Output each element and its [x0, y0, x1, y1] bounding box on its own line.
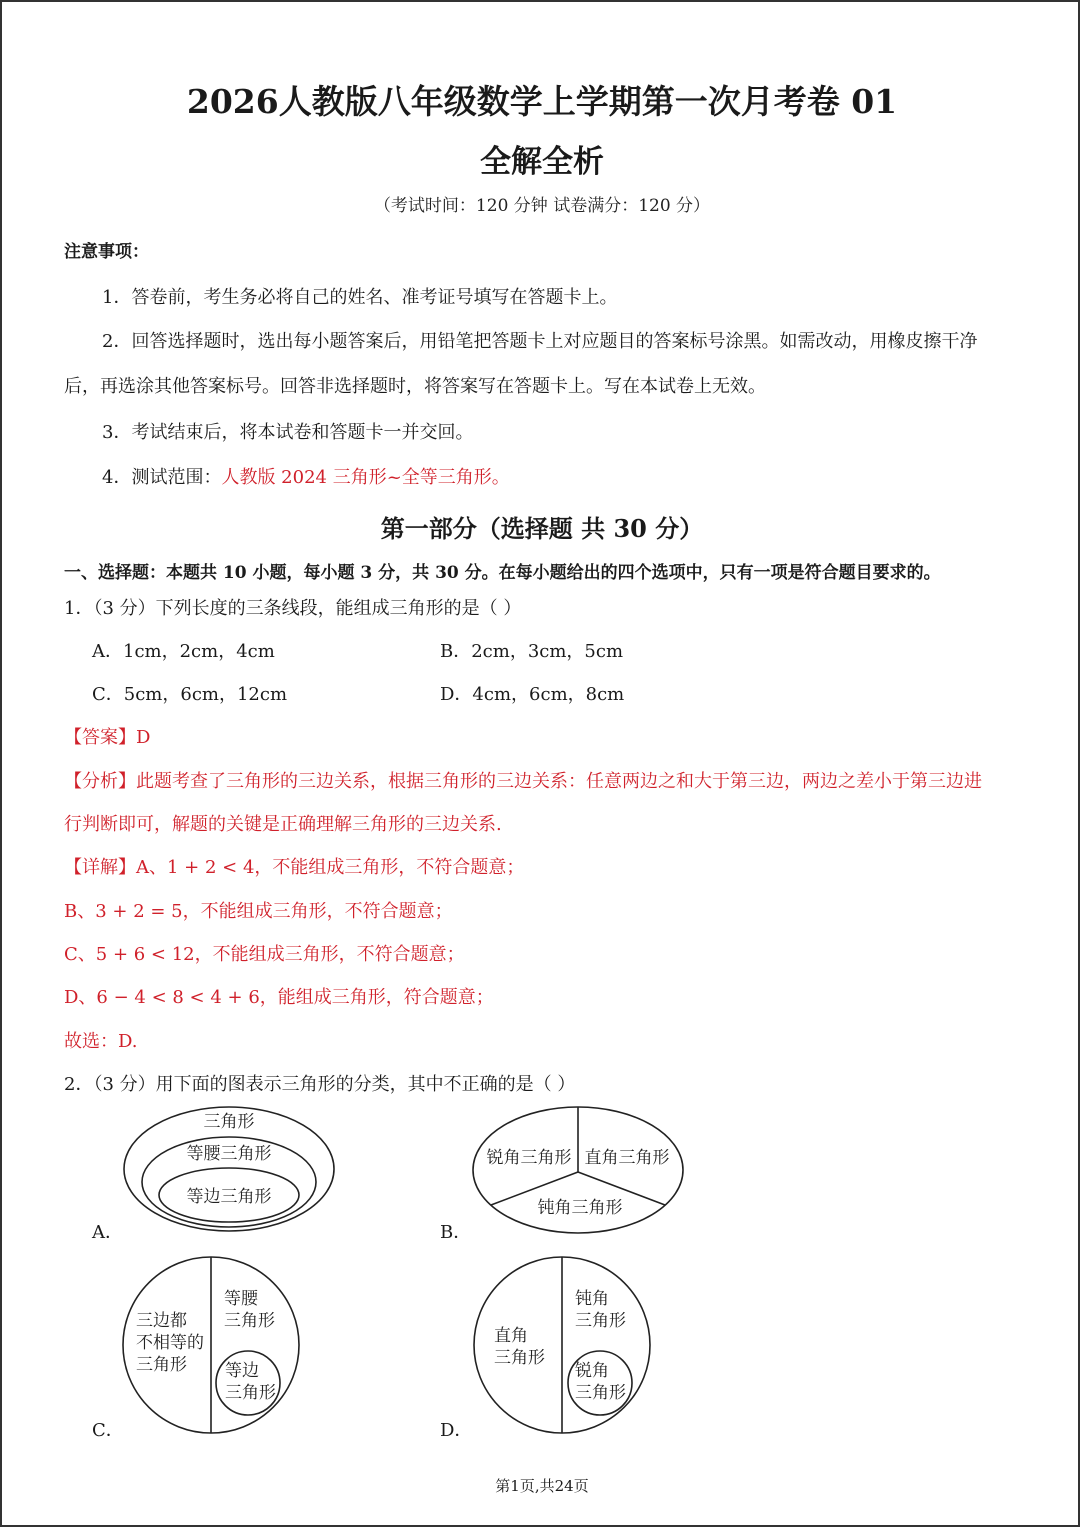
figure-c-inner-line1: 等边	[225, 1361, 259, 1381]
test-scope: 人教版 2024 三角形~全等三角形。	[221, 467, 510, 488]
section-instructions: 一、选择题：本题共 10 小题，每小题 3 分，共 30 分。在每小题给出的四个选项中，只有一项是符合题目要求的。	[64, 563, 941, 583]
q2-figures	[2, 2, 1080, 1529]
q1-option-b: B．2cm，3cm，5cm	[440, 641, 624, 662]
q1-option-c: C．5cm，6cm，12cm	[92, 684, 288, 705]
q1-stem: 1．（3 分）下列长度的三条线段，能组成三角形的是（ ）	[64, 598, 522, 619]
exam-title: 2026人教版八年级数学上学期第一次月考卷 01	[186, 82, 898, 121]
exam-meta: （考试时间：120 分钟 试卷满分：120 分）	[373, 196, 711, 216]
figure-b-bottom-label: 钝角三角形	[537, 1198, 623, 1218]
figure-d-inner-line1: 锐角	[575, 1361, 609, 1381]
figure-d-left-line2: 三角形	[494, 1348, 545, 1368]
note-item-2-line1: 2．回答选择题时，选出每小题答案后，用铅笔把答题卡上对应题目的答案标号涂黑。如需改动，用橡皮擦干净	[102, 331, 978, 352]
figure-c-right-line2: 三角形	[224, 1311, 275, 1331]
q2-label-d: D．	[440, 1420, 473, 1441]
q1-option-a: A．1cm，2cm，4cm	[92, 641, 275, 662]
note-item-1: 1．答卷前，考生务必将自己的姓名、准考证号填写在答题卡上。	[102, 287, 618, 308]
q1-detail-c: C、5 + 6 < 12，不能组成三角形，不符合题意；	[64, 944, 465, 965]
page-number: 第1页,共24页	[495, 1477, 589, 1495]
q2-label-c: C．	[92, 1420, 124, 1441]
figure-c-inner-line2: 三角形	[225, 1383, 276, 1403]
section-title: 第一部分（选择题 共 30 分）	[380, 514, 704, 543]
analysis-tag: 【分析】	[64, 771, 136, 792]
answer-value: D	[136, 727, 151, 748]
figure-c-left-line1: 三边都	[136, 1311, 187, 1331]
q2-label-a: A．	[92, 1222, 123, 1243]
figure-d-left-line1: 直角	[494, 1326, 528, 1346]
figure-d-inner-line2: 三角形	[575, 1383, 626, 1403]
detail-a-text: A、1 + 2 < 4，不能组成三角形，不符合题意；	[136, 857, 525, 878]
figure-b-left-label: 锐角三角形	[486, 1148, 572, 1168]
q2-stem: 2．（3 分）用下面的图表示三角形的分类，其中不正确的是（ ）	[64, 1074, 576, 1095]
notes-heading: 注意事项：	[64, 242, 149, 262]
figure-c-left-line3: 三角形	[136, 1355, 187, 1375]
figure-a-middle-label: 等腰三角形	[186, 1144, 272, 1164]
q1-option-d: D．4cm，6cm，8cm	[440, 684, 625, 705]
figure-c-right-line1: 等腰	[224, 1289, 258, 1309]
q1-conclusion: 故选：D.	[64, 1031, 138, 1052]
figure-a-outer-label: 三角形	[203, 1112, 255, 1132]
figure-c-left-line2: 不相等的	[136, 1333, 204, 1353]
detail-tag: 【详解】	[64, 857, 136, 878]
answer-tag: 【答案】	[64, 727, 136, 748]
note-item-4-prefix: 4．测试范围：	[102, 467, 222, 488]
figure-b-right-label: 直角三角形	[584, 1148, 670, 1168]
figure-a-inner-label: 等边三角形	[186, 1187, 272, 1207]
figure-d-right-line2: 三角形	[575, 1311, 626, 1331]
q2-label-b: B．	[440, 1222, 472, 1243]
q1-detail-d: D、6 − 4 < 8 < 4 + 6，能组成三角形，符合题意；	[64, 987, 494, 1008]
note-item-3: 3．考试结束后，将本试卷和答题卡一并交回。	[102, 422, 474, 443]
exam-subtitle: 全解全析	[480, 144, 604, 180]
note-item-2-line2: 后，再选涂其他答案标号。回答非选择题时，将答案写在答题卡上。写在本试卷上无效。	[64, 376, 766, 397]
q1-detail-b: B、3 + 2 = 5，不能组成三角形，不符合题意；	[64, 901, 453, 922]
q1-analysis-line2: 行判断即可，解题的关键是正确理解三角形的三边关系.	[64, 814, 502, 835]
figure-d-right-line1: 钝角	[575, 1289, 609, 1309]
analysis-text: 此题考查了三角形的三边关系，根据三角形的三边关系：任意两边之和大于第三边，两边之差小于第三边进	[136, 771, 982, 792]
